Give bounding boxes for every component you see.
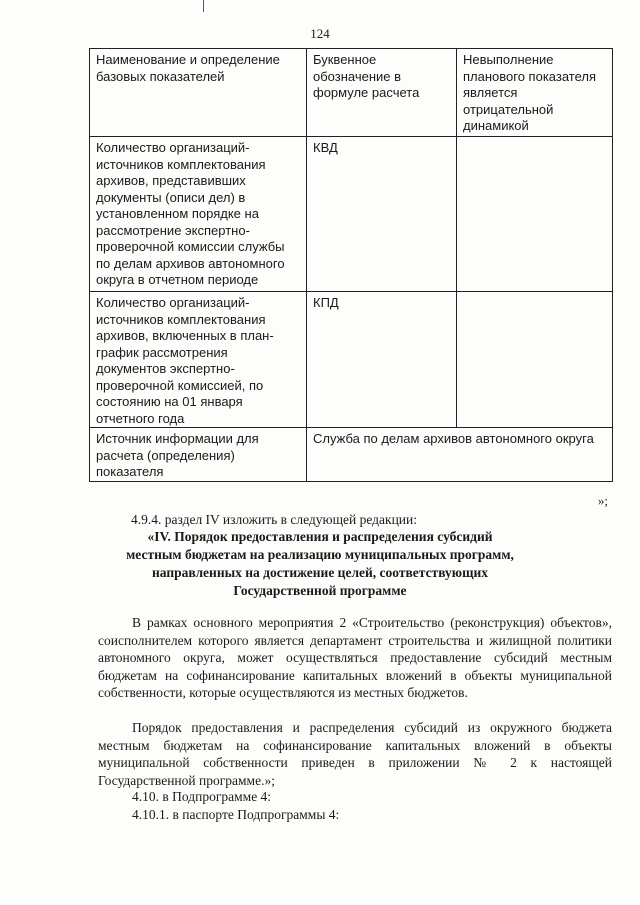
paragraph: В рамках основного мероприятия 2 «Строительство (реконструкция) объектов», соисполнителем которого является департамент строительства и жилищной политики автономного округа, может осуществляться предоставление субсидий местным бюджетам на софинансирование капитальных вложений в объекты муниципальной собственности, которые осуществляются из местных бюджетов. [98,615,612,700]
row-name: Количество организаций-источников комплектования архивов, представивших документы (описи дел) в установленном порядке на рассмотрение экспертно-проверочной комиссии службы по делам архивов автономного округа в отчетном периоде [90,137,307,292]
heading-line: направленных на достижение целей, соответствующих [151,565,489,580]
table-row [90,292,613,428]
table-header-row [90,49,613,137]
header-name: Наименование и определение базовых показателей [90,49,307,137]
row-negative [457,292,613,428]
row-code: КПД [307,292,457,428]
table-source-row [90,428,613,482]
page-number: 124 [310,26,330,41]
closing-quote: »; [597,493,608,508]
list-item: 4.10. в Подпрограмме 4: [132,789,272,804]
source-value: Служба по делам архивов автономного округа [307,428,613,482]
header-code: Буквенное обозначение в формуле расчета [307,49,457,137]
scan-mark [203,0,204,12]
source-label: Источник информации для расчета (определения) показателя [90,428,307,482]
list-item: 4.10.1. в паспорте Подпрограммы 4: [132,807,340,822]
section-intro: 4.9.4. раздел IV изложить в следующей редакции: [131,512,418,527]
heading-line: Государственной программе [233,583,407,598]
row-code: КВД [307,137,457,292]
header-negative: Невыполнение планового показателя является отрицательной динамикой [457,49,613,137]
heading-line: «IV. Порядок предоставления и распределения субсидий [147,529,493,544]
table-row [90,137,613,292]
indicators-table [89,48,613,482]
row-name: Количество организаций-источников комплектования архивов, включенных в план-график рассмотрения документов экспертно-проверочной комиссией, по состоянию на 01 января отчетного года [90,292,307,428]
heading-line: местным бюджетам на реализацию муниципальных программ, [126,547,514,562]
section-heading [0,528,640,600]
paragraph: Порядок предоставления и распределения субсидий из окружного бюджета местным бюджетам на софинансирование капитальных вложений в объекты муниципальной собственности приведен в приложении № 2 к настоящей Государственной программе.»; [98,720,612,788]
row-negative [457,137,613,292]
